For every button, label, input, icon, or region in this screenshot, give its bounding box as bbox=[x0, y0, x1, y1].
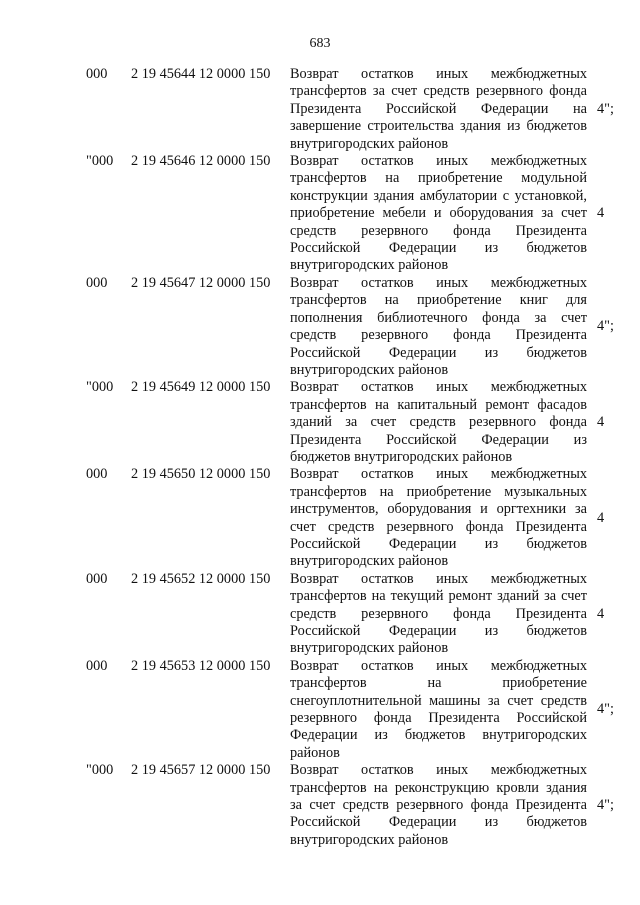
row-description: Возврат остатков иных межбюджетных трансфертов на приобретение снегоуплотнительной машины за счет средств резервного фонда Президента Российской Федерации из бюджетов внутригородских районов bbox=[290, 657, 587, 761]
row-note: 4"; bbox=[597, 318, 614, 335]
row-description: Возврат остатков иных межбюджетных трансфертов за счет средств резервного фонда Президента Российской Федерации на завершение строительства здания из бюджетов внутригородских районов bbox=[290, 66, 587, 152]
admin-code: 000 bbox=[86, 657, 108, 674]
budget-classification-code: 2 19 45652 12 0000 150 bbox=[131, 570, 271, 587]
table-row bbox=[0, 466, 640, 570]
table-row bbox=[0, 571, 640, 658]
row-description: Возврат остатков иных межбюджетных трансфертов на капитальный ремонт фасадов зданий за счет средств резервного фонда Президента Российской Федерации из бюджетов внутригородских районов bbox=[290, 379, 587, 465]
row-note: 4"; bbox=[597, 100, 614, 117]
row-note: 4 bbox=[597, 205, 605, 222]
table-row bbox=[0, 275, 640, 379]
admin-code: 000 bbox=[86, 466, 108, 483]
row-note: 4 bbox=[597, 414, 605, 431]
row-note: 4"; bbox=[597, 797, 614, 814]
row-note: 4 bbox=[597, 509, 605, 526]
table-row bbox=[0, 379, 640, 466]
table-row bbox=[0, 762, 640, 849]
row-description: Возврат остатков иных межбюджетных трансфертов на приобретение модульной конструкции здания амбулатории с установкой, приобретение мебели и оборудования за счет средств резервного фонда Президента Российской Федерации из бюджетов внутригородских районов bbox=[290, 153, 587, 274]
classification-table bbox=[0, 66, 640, 849]
page-number: 683 bbox=[309, 36, 331, 51]
row-description: Возврат остатков иных межбюджетных трансфертов на приобретение книг для пополнения библиотечного фонда за счет средств резервного фонда Президента Российской Федерации из бюджетов внутригородских районов bbox=[290, 274, 587, 378]
admin-code: "000 bbox=[86, 762, 114, 779]
budget-classification-code: 2 19 45653 12 0000 150 bbox=[131, 657, 271, 674]
budget-classification-code: 2 19 45657 12 0000 150 bbox=[131, 762, 271, 779]
budget-classification-code: 2 19 45649 12 0000 150 bbox=[131, 379, 271, 396]
admin-code: 000 bbox=[86, 570, 108, 587]
table-row bbox=[0, 658, 640, 762]
row-note: 4 bbox=[597, 605, 605, 622]
budget-classification-code: 2 19 45646 12 0000 150 bbox=[131, 153, 271, 170]
budget-classification-code: 2 19 45644 12 0000 150 bbox=[131, 66, 271, 82]
budget-classification-code: 2 19 45650 12 0000 150 bbox=[131, 466, 271, 483]
budget-classification-code: 2 19 45647 12 0000 150 bbox=[131, 274, 271, 291]
row-note: 4"; bbox=[597, 701, 614, 718]
row-description: Возврат остатков иных межбюджетных трансфертов на текущий ремонт зданий за счет средств резервного фонда Президента Российской Федерации из бюджетов внутригородских районов bbox=[290, 570, 587, 657]
admin-code: 000 bbox=[86, 66, 108, 82]
admin-code: 000 bbox=[86, 274, 108, 291]
admin-code: "000 bbox=[86, 153, 114, 170]
row-description: Возврат остатков иных межбюджетных трансфертов на приобретение музыкальных инструментов, оборудования и оргтехники за счет средств резервного фонда Президента Российской Федерации из бюджетов внутригородских районов bbox=[290, 466, 587, 570]
table-row bbox=[0, 153, 640, 275]
table-row bbox=[0, 66, 640, 153]
admin-code: "000 bbox=[86, 379, 114, 396]
row-description: Возврат остатков иных межбюджетных трансфертов на реконструкцию кровли здания за счет средств резервного фонда Президента Российской Федерации из бюджетов внутригородских районов bbox=[290, 762, 587, 848]
